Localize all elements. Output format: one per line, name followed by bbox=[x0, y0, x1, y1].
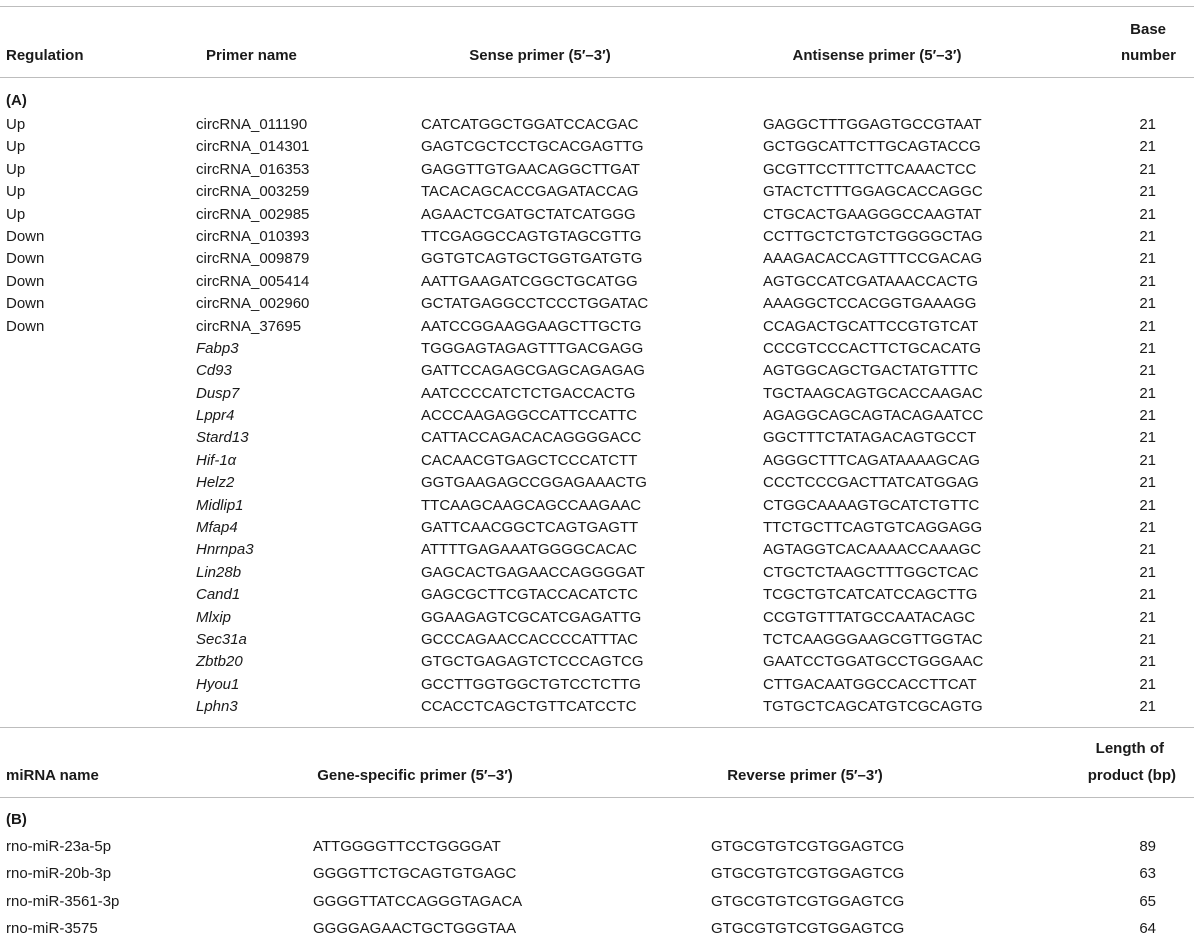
header-length-line2: product (bp) bbox=[1087, 767, 1176, 784]
sense-primer-cell: ACCCAAGAGGCCATTCCATTC bbox=[421, 407, 638, 425]
header-regulation: Regulation bbox=[6, 47, 84, 64]
primer-name-cell: Hif-1α bbox=[196, 451, 237, 469]
sense-primer-cell: GGTGTCAGTGCTGGTGATGTG bbox=[421, 250, 643, 268]
table-row bbox=[0, 888, 1194, 915]
antisense-primer-cell: GAATCCTGGATGCCTGGGAAC bbox=[763, 653, 984, 671]
table-row bbox=[0, 562, 1194, 584]
reverse-primer-cell: GTGCGTGTCGTGGAGTCG bbox=[711, 865, 905, 883]
primer-name-cell: Cand1 bbox=[196, 586, 241, 604]
sense-primer-cell: ATTTTGAGAAATGGGGCACAC bbox=[421, 541, 638, 559]
primer-name-cell: circRNA_37695 bbox=[196, 317, 302, 335]
sense-primer-cell: TTCAAGCAAGCAGCCAAGAAC bbox=[421, 496, 642, 514]
table-a-body bbox=[0, 114, 1194, 719]
primer-name-cell: circRNA_011190 bbox=[196, 116, 308, 133]
antisense-primer-cell: TCTCAAGGGAAGCGTTGGTAC bbox=[763, 630, 983, 648]
antisense-primer-cell: GGCTTTCTATAGACAGTGCCT bbox=[763, 429, 977, 447]
table-row bbox=[0, 226, 1194, 248]
base-number-cell: 21 bbox=[1139, 474, 1156, 492]
section-label-a: (A) bbox=[6, 92, 27, 109]
product-length-cell: 63 bbox=[1139, 865, 1156, 883]
table-row bbox=[0, 607, 1194, 629]
antisense-primer-cell: AAAGGCTCCACGGTGAAAGG bbox=[763, 295, 977, 313]
table-row bbox=[0, 450, 1194, 472]
sense-primer-cell: GAGTCGCTCCTGCACGAGTTG bbox=[421, 138, 644, 156]
table-row bbox=[0, 136, 1194, 158]
primer-name-cell: Mfap4 bbox=[196, 519, 238, 537]
base-number-cell: 21 bbox=[1139, 183, 1156, 201]
regulation-cell: Down bbox=[6, 250, 45, 268]
regulation-cell: Up bbox=[6, 183, 26, 201]
base-number-cell: 21 bbox=[1139, 317, 1156, 335]
antisense-primer-cell: AAAGACACCAGTTTCCGACAG bbox=[763, 250, 983, 268]
table-row bbox=[0, 517, 1194, 539]
sense-primer-cell: AATCCCCATCTCTGACCACTG bbox=[421, 384, 636, 402]
gene-specific-primer-cell: GGGGTTATCCAGGGTAGACA bbox=[313, 892, 523, 910]
mirna-name-cell: rno-miR-23a-5p bbox=[6, 838, 112, 855]
base-number-cell: 21 bbox=[1139, 496, 1156, 514]
sense-primer-cell: AATCCGGAAGGAAGCTTGCTG bbox=[421, 317, 642, 335]
top-rule bbox=[0, 6, 1194, 7]
base-number-cell: 21 bbox=[1139, 698, 1156, 716]
antisense-primer-cell: GCGTTCCTTTCTTCAAACTCC bbox=[763, 160, 977, 178]
sense-primer-cell: CACAACGTGAGCTCCCATCTT bbox=[421, 451, 638, 469]
table-row bbox=[0, 629, 1194, 651]
sense-primer-cell: GGTGAAGAGCCGGAGAAACTG bbox=[421, 474, 647, 492]
antisense-primer-cell: GAGGCTTTGGAGTGCCGTAAT bbox=[763, 116, 982, 133]
antisense-primer-cell: TCGCTGTCATCATCCAGCTTG bbox=[763, 586, 978, 604]
table-row bbox=[0, 651, 1194, 673]
base-number-cell: 21 bbox=[1139, 608, 1156, 626]
sense-primer-cell: GAGCACTGAGAACCAGGGGAT bbox=[421, 563, 645, 581]
section-label-b: (B) bbox=[6, 811, 27, 828]
gene-specific-primer-cell: GGGGTTCTGCAGTGTGAGC bbox=[313, 865, 517, 883]
sense-primer-cell: TTCGAGGCCAGTGTAGCGTTG bbox=[421, 227, 642, 245]
regulation-cell: Down bbox=[6, 295, 45, 313]
antisense-primer-cell: AGAGGCAGCAGTACAGAATCC bbox=[763, 407, 984, 425]
antisense-primer-cell: AGTAGGTCACAAAACCAAAGC bbox=[763, 541, 982, 559]
regulation-cell: Up bbox=[6, 160, 26, 178]
primer-name-cell: Sec31a bbox=[196, 630, 247, 648]
header-rule-b bbox=[0, 797, 1194, 798]
sense-primer-cell: GAGCGCTTCGTACCACATCTC bbox=[421, 586, 638, 604]
antisense-primer-cell: CCAGACTGCATTCCGTGTCAT bbox=[763, 317, 979, 335]
primer-name-cell: Cd93 bbox=[196, 362, 232, 380]
base-number-cell: 21 bbox=[1139, 429, 1156, 447]
table-b-body bbox=[0, 833, 1194, 942]
sense-primer-cell: CATTACCAGACACAGGGGACC bbox=[421, 429, 642, 447]
table-row bbox=[0, 338, 1194, 360]
table-row bbox=[0, 159, 1194, 181]
table-row bbox=[0, 495, 1194, 517]
antisense-primer-cell: CCCGTCCCACTTCTGCACATG bbox=[763, 339, 982, 357]
header-rule-a bbox=[0, 77, 1194, 78]
product-length-cell: 64 bbox=[1139, 919, 1156, 937]
antisense-primer-cell: CCTTGCTCTGTCTGGGGCTAG bbox=[763, 227, 983, 245]
primer-name-cell: Lin28b bbox=[196, 563, 242, 581]
sense-primer-cell: CCACCTCAGCTGTTCATCCTC bbox=[421, 698, 637, 716]
table-row bbox=[0, 114, 1194, 136]
base-number-cell: 21 bbox=[1139, 272, 1156, 290]
antisense-primer-cell: TGCTAAGCAGTGCACCAAGAC bbox=[763, 384, 983, 402]
header-base-number-line1: Base bbox=[1130, 21, 1166, 38]
antisense-primer-cell: CCCTCCCGACTTATCATGGAG bbox=[763, 474, 979, 492]
gene-specific-primer-cell: ATTGGGGTTCCTGGGGAT bbox=[313, 838, 501, 855]
sense-primer-cell: GTGCTGAGAGTCTCCCAGTCG bbox=[421, 653, 644, 671]
sense-primer-cell: GCCCAGAACCACCCCATTTAC bbox=[421, 630, 638, 648]
table-row bbox=[0, 248, 1194, 270]
base-number-cell: 21 bbox=[1139, 250, 1156, 268]
primer-name-cell: Lppr4 bbox=[196, 407, 235, 425]
table-row bbox=[0, 316, 1194, 338]
table-row bbox=[0, 271, 1194, 293]
product-length-cell: 65 bbox=[1139, 892, 1156, 910]
mirna-name-cell: rno-miR-20b-3p bbox=[6, 865, 112, 883]
primer-name-cell: Zbtb20 bbox=[196, 653, 243, 671]
mirna-name-cell: rno-miR-3575 bbox=[6, 919, 98, 937]
sense-primer-cell: GATTCCAGAGCGAGCAGAGAG bbox=[421, 362, 645, 380]
primer-name-cell: circRNA_003259 bbox=[196, 183, 310, 201]
table-row bbox=[0, 696, 1194, 718]
base-number-cell: 21 bbox=[1139, 586, 1156, 604]
reverse-primer-cell: GTGCGTGTCGTGGAGTCG bbox=[711, 892, 905, 910]
table-row bbox=[0, 539, 1194, 561]
primer-name-cell: circRNA_016353 bbox=[196, 160, 310, 178]
table-row bbox=[0, 181, 1194, 203]
table-row bbox=[0, 383, 1194, 405]
antisense-primer-cell: GCTGGCATTCTTGCAGTACCG bbox=[763, 138, 981, 156]
table-row bbox=[0, 360, 1194, 382]
antisense-primer-cell: CTGCACTGAAGGGCCAAGTAT bbox=[763, 205, 982, 223]
antisense-primer-cell: CTGGCAAAAGTGCATCTGTTC bbox=[763, 496, 980, 514]
primer-name-cell: Midlip1 bbox=[196, 496, 244, 514]
sense-primer-cell: GCTATGAGGCCTCCCTGGATAC bbox=[421, 295, 649, 313]
base-number-cell: 21 bbox=[1139, 227, 1156, 245]
header-antisense-primer: Antisense primer (5′–3′) bbox=[792, 47, 962, 64]
primer-name-cell: circRNA_010393 bbox=[196, 227, 310, 245]
base-number-cell: 21 bbox=[1139, 160, 1156, 178]
primer-name-cell: Stard13 bbox=[196, 429, 249, 447]
regulation-cell: Up bbox=[6, 205, 26, 223]
sense-primer-cell: GAGGTTGTGAACAGGCTTGAT bbox=[421, 160, 640, 178]
reverse-primer-cell: GTGCGTGTCGTGGAGTCG bbox=[711, 838, 905, 855]
base-number-cell: 21 bbox=[1139, 339, 1156, 357]
primer-name-cell: circRNA_009879 bbox=[196, 250, 310, 268]
table-row bbox=[0, 833, 1194, 860]
primer-name-cell: Fabp3 bbox=[196, 339, 239, 357]
antisense-primer-cell: TGTGCTCAGCATGTCGCAGTG bbox=[763, 698, 983, 716]
header-primer-name: Primer name bbox=[206, 47, 297, 64]
regulation-cell: Down bbox=[6, 317, 45, 335]
base-number-cell: 21 bbox=[1139, 630, 1156, 648]
table-row bbox=[0, 204, 1194, 226]
primer-name-cell: Lphn3 bbox=[196, 698, 238, 716]
table-row bbox=[0, 915, 1194, 942]
base-number-cell: 21 bbox=[1139, 519, 1156, 537]
base-number-cell: 21 bbox=[1139, 362, 1156, 380]
sense-primer-cell: TGGGAGTAGAGTTTGACGAGG bbox=[421, 339, 644, 357]
table-row bbox=[0, 293, 1194, 315]
sense-primer-cell: TACACAGCACCGAGATACCAG bbox=[421, 183, 639, 201]
table-row bbox=[0, 674, 1194, 696]
sense-primer-cell: GCCTTGGTGGCTGTCCTCTTG bbox=[421, 675, 641, 693]
base-number-cell: 21 bbox=[1139, 138, 1156, 156]
base-number-cell: 21 bbox=[1139, 675, 1156, 693]
primer-name-cell: Hnrnpa3 bbox=[196, 541, 254, 559]
sense-primer-cell: GATTCAACGGCTCAGTGAGTT bbox=[421, 519, 639, 537]
regulation-cell: Down bbox=[6, 227, 45, 245]
antisense-primer-cell: AGGGCTTTCAGATAAAAGCAG bbox=[763, 451, 980, 469]
regulation-cell: Down bbox=[6, 272, 45, 290]
table-row bbox=[0, 472, 1194, 494]
primer-name-cell: circRNA_014301 bbox=[196, 138, 310, 156]
sense-primer-cell: AGAACTCGATGCTATCATGGG bbox=[421, 205, 636, 223]
gene-specific-primer-cell: GGGGAGAACTGCTGGGTAA bbox=[313, 919, 517, 937]
header-base-number-line2: number bbox=[1120, 47, 1176, 64]
mirna-name-cell: rno-miR-3561-3p bbox=[6, 892, 120, 910]
reverse-primer-cell: GTGCGTGTCGTGGAGTCG bbox=[711, 919, 905, 937]
base-number-cell: 21 bbox=[1139, 451, 1156, 469]
antisense-primer-cell: TTCTGCTTCAGTGTCAGGAGG bbox=[763, 519, 983, 537]
product-length-cell: 89 bbox=[1139, 838, 1156, 855]
antisense-primer-cell: CCGTGTTTATGCCAATACAGC bbox=[763, 608, 976, 626]
table-row bbox=[0, 860, 1194, 887]
header-mirna-name: miRNA name bbox=[6, 767, 99, 784]
antisense-primer-cell: GTACTCTTTGGAGCACCAGGC bbox=[763, 183, 983, 201]
primer-name-cell: circRNA_002960 bbox=[196, 295, 310, 313]
base-number-cell: 21 bbox=[1139, 407, 1156, 425]
sense-primer-cell: CATCATGGCTGGATCCACGAC bbox=[421, 116, 639, 133]
primer-name-cell: circRNA_002985 bbox=[196, 205, 310, 223]
sense-primer-cell: GGAAGAGTCGCATCGAGATTG bbox=[421, 608, 642, 626]
table-row bbox=[0, 584, 1194, 606]
header-reverse-primer: Reverse primer (5′–3′) bbox=[727, 767, 883, 784]
antisense-primer-cell: AGTGCCATCGATAAACCACTG bbox=[763, 272, 979, 290]
base-number-cell: 21 bbox=[1139, 653, 1156, 671]
regulation-cell: Up bbox=[6, 138, 26, 156]
primer-name-cell: Mlxip bbox=[196, 608, 232, 626]
base-number-cell: 21 bbox=[1139, 541, 1156, 559]
antisense-primer-cell: CTTGACAATGGCCACCTTCAT bbox=[763, 675, 977, 693]
primer-name-cell: Helz2 bbox=[196, 474, 235, 492]
sense-primer-cell: AATTGAAGATCGGCTGCATGG bbox=[421, 272, 638, 290]
header-length-line1: Length of bbox=[1095, 740, 1164, 757]
base-number-cell: 21 bbox=[1139, 563, 1156, 581]
header-sense-primer: Sense primer (5′–3′) bbox=[469, 47, 611, 64]
table-a-bottom-rule bbox=[0, 727, 1194, 728]
primer-name-cell: Dusp7 bbox=[196, 384, 240, 402]
base-number-cell: 21 bbox=[1139, 205, 1156, 223]
primer-name-cell: Hyou1 bbox=[196, 675, 240, 693]
antisense-primer-cell: AGTGGCAGCTGACTATGTTTC bbox=[763, 362, 979, 380]
table-row bbox=[0, 405, 1194, 427]
base-number-cell: 21 bbox=[1139, 384, 1156, 402]
base-number-cell: 21 bbox=[1139, 295, 1156, 313]
base-number-cell: 21 bbox=[1139, 116, 1156, 133]
header-gene-specific-primer: Gene-specific primer (5′–3′) bbox=[317, 767, 513, 784]
primer-name-cell: circRNA_005414 bbox=[196, 272, 310, 290]
table-row bbox=[0, 427, 1194, 449]
regulation-cell: Up bbox=[6, 116, 26, 133]
antisense-primer-cell: CTGCTCTAAGCTTTGGCTCAC bbox=[763, 563, 979, 581]
